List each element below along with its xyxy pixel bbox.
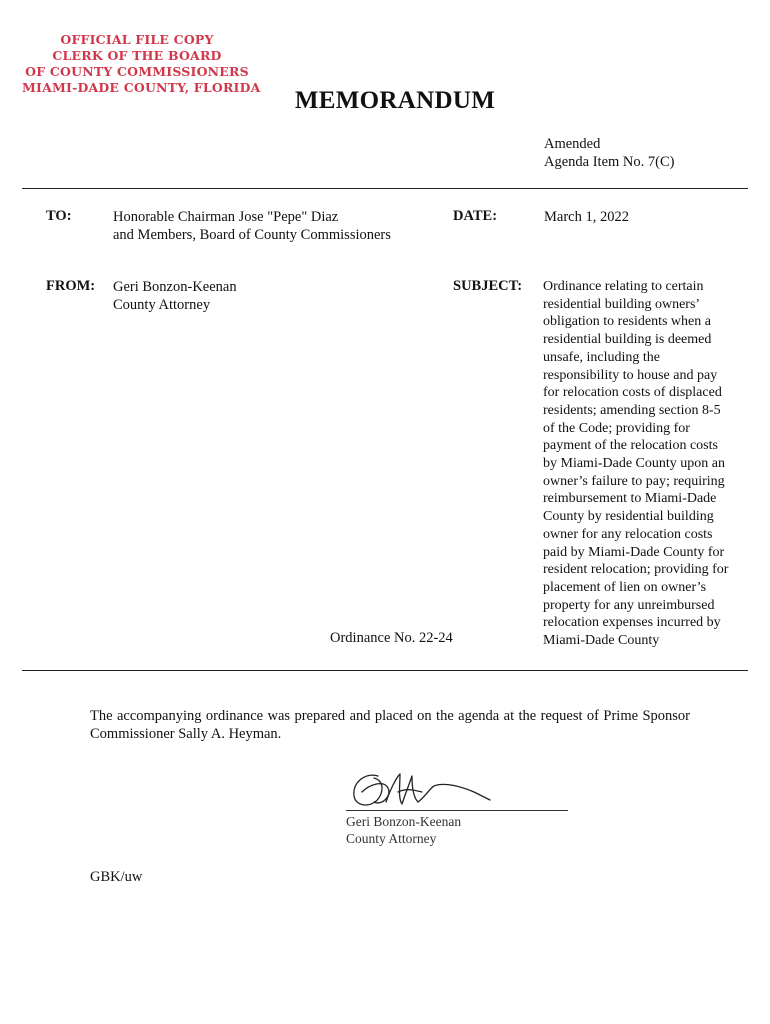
from-label: FROM: (46, 278, 96, 294)
ordinance-number: Ordinance No. 22-24 (330, 630, 453, 646)
subject-line: Miami-Dade County (543, 633, 660, 649)
handwritten-signature (340, 762, 500, 814)
date-label: DATE: (453, 208, 498, 224)
subject-line: responsibility to house and pay (543, 367, 718, 383)
subject-line: of the Code; providing for (543, 420, 690, 436)
signer-title: County Attorney (346, 831, 437, 846)
subject-line: property for any unreimbursed (543, 597, 715, 613)
amended-status: Amended (544, 136, 601, 152)
subject-line: residential building owners’ (543, 296, 701, 312)
signature-block (346, 813, 461, 847)
subject-line: owner’s failure to pay; requiring (543, 473, 725, 489)
header-divider (22, 188, 748, 189)
subject-line: relocation expenses incurred by (543, 615, 721, 631)
footer-divider (22, 670, 748, 671)
subject-line: paid by Miami-Dade County for (543, 544, 725, 560)
subject-line: payment of the relocation costs (543, 438, 718, 454)
memo-body: The accompanying ordinance was prepared and placed on the agenda at the request of Prime Sponsor Commissioner Sally A. Heyman. (90, 708, 690, 742)
agenda-item-number: Agenda Item No. 7(C) (544, 154, 675, 170)
subject-line: Ordinance relating to certain (543, 279, 704, 294)
subject-line: owner for any relocation costs (543, 526, 713, 542)
stamp-line: OFFICIAL FILE COPY (60, 32, 214, 47)
from-line: Geri Bonzon-Keenan (113, 279, 237, 295)
to-line: Honorable Chairman Jose "Pepe" Diaz (113, 209, 339, 225)
subject-line: resident relocation; providing for (543, 562, 729, 578)
subject-label: SUBJECT: (453, 278, 523, 294)
subject-line: residents; amending section 8-5 (543, 402, 721, 418)
typist-initials: GBK/uw (90, 869, 143, 885)
subject-line: placement of lien on owner’s (543, 579, 707, 595)
from-line: County Attorney (113, 297, 211, 313)
subject-line: unsafe, including the (543, 349, 661, 365)
subject-line: reimbursement to Miami-Dade (543, 491, 717, 507)
signature-line (346, 810, 568, 811)
subject-line: residential building is deemed (543, 332, 712, 348)
date-value: March 1, 2022 (544, 209, 629, 225)
subject-text (543, 278, 755, 650)
signer-name: Geri Bonzon-Keenan (346, 814, 462, 829)
stamp-line: CLERK OF THE BOARD (52, 48, 222, 63)
stamp-line: OF COUNTY COMMISSIONERS (25, 64, 249, 79)
to-label: TO: (46, 208, 72, 224)
agenda-info (544, 135, 674, 171)
to-line: and Members, Board of County Commissioners (113, 227, 391, 243)
subject-line: County by residential building (543, 509, 714, 525)
from-sender (113, 278, 237, 314)
stamp-line: MIAMI-DADE COUNTY, FLORIDA (22, 80, 261, 95)
subject-line: obligation to residents when a (543, 314, 711, 330)
subject-line: for relocation costs of displaced (543, 385, 722, 401)
subject-line: by Miami-Dade County upon an (543, 456, 725, 472)
to-recipient (113, 208, 391, 244)
memo-title: MEMORANDUM (294, 87, 496, 114)
